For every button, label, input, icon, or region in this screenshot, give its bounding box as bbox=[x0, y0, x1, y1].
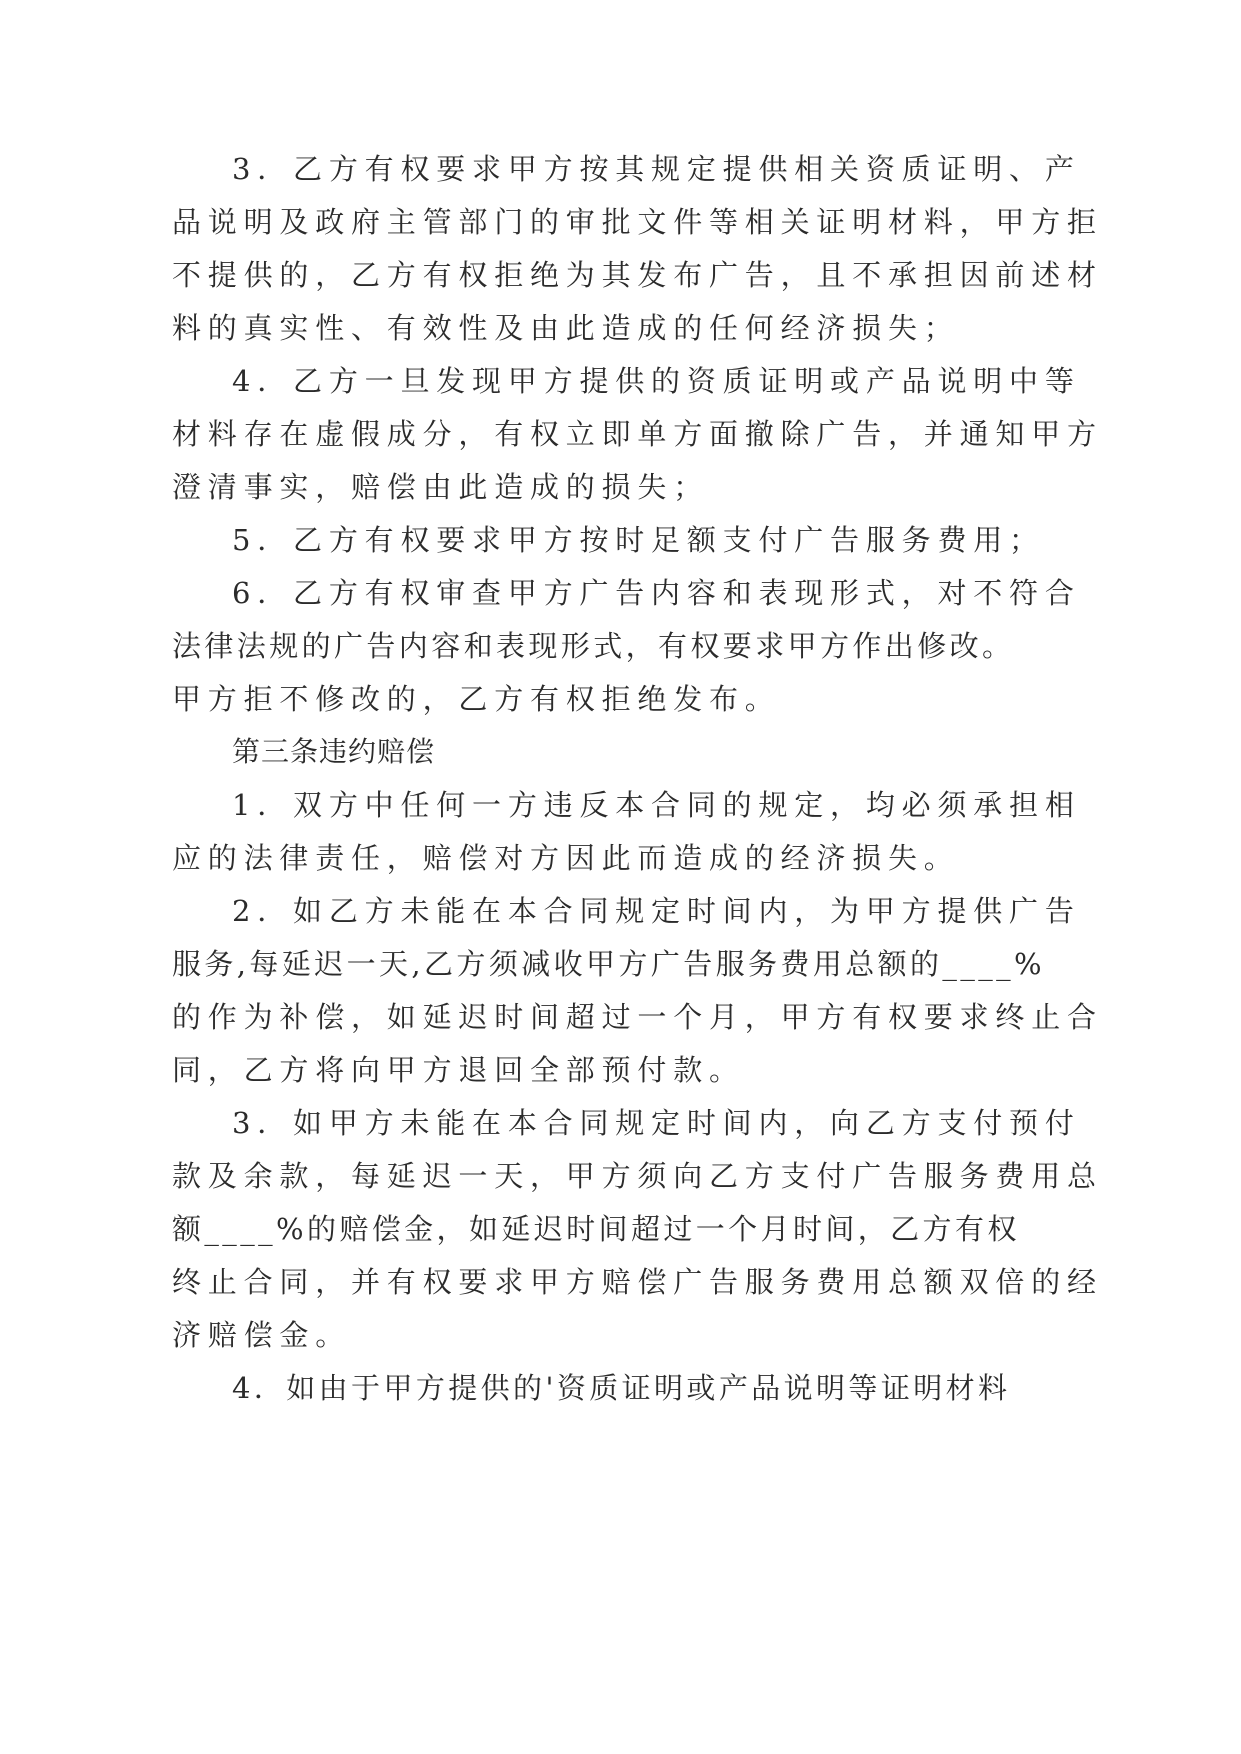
text-line-8: 5．乙方有权要求甲方按时足额支付广告服务费用； bbox=[232, 523, 1045, 557]
text-line-3: 不提供的，乙方有权拒绝为其发布广告，且不承担因前述材 bbox=[172, 258, 1103, 292]
text-line-23: 济赔偿金。 bbox=[172, 1318, 352, 1352]
text-line-16: 服务,每延迟一天,乙方须减收甲方广告服务费用总额的____% bbox=[172, 947, 1045, 981]
text-line-1: 3．乙方有权要求甲方按其规定提供相关资质证明、产 bbox=[232, 152, 1081, 186]
text-line-9: 6．乙方有权审查甲方广告内容和表现形式，对不符合 bbox=[232, 576, 1081, 610]
text-line-24: 4．如由于甲方提供的'资质证明或产品说明等证明材料 bbox=[232, 1371, 1011, 1405]
text-line-17: 的作为补偿，如延迟时间超过一个月，甲方有权要求终止合 bbox=[172, 1000, 1103, 1034]
text-line-22: 终止合同，并有权要求甲方赔偿广告服务费用总额双倍的经 bbox=[172, 1265, 1103, 1299]
text-line-19: 3．如甲方未能在本合同规定时间内，向乙方支付预付 bbox=[232, 1106, 1081, 1140]
text-line-7: 澄清事实，赔偿由此造成的损失； bbox=[172, 470, 710, 504]
text-line-21: 额____%的赔偿金，如延迟时间超过一个月时间，乙方有权 bbox=[172, 1212, 1020, 1246]
text-line-10: 法律法规的广告内容和表现形式，有权要求甲方作出修改。 bbox=[172, 629, 1015, 663]
text-line-6: 材料存在虚假成分，有权立即单方面撤除广告，并通知甲方 bbox=[172, 417, 1103, 451]
text-line-5: 4．乙方一旦发现甲方提供的资质证明或产品说明中等 bbox=[232, 364, 1081, 398]
text-line-14: 应的法律责任，赔偿对方因此而造成的经济损失。 bbox=[172, 841, 960, 875]
text-line-13: 1．双方中任何一方违反本合同的规定，均必须承担相 bbox=[232, 788, 1081, 822]
text-line-15: 2．如乙方未能在本合同规定时间内，为甲方提供广告 bbox=[232, 894, 1081, 928]
text-line-4: 料的真实性、有效性及由此造成的任何经济损失； bbox=[172, 311, 960, 345]
text-line-18: 同，乙方将向甲方退回全部预付款。 bbox=[172, 1053, 745, 1087]
text-line-2: 品说明及政府主管部门的审批文件等相关证明材料，甲方拒 bbox=[172, 205, 1103, 239]
text-line-20: 款及余款，每延迟一天，甲方须向乙方支付广告服务费用总 bbox=[172, 1159, 1103, 1193]
text-line-11: 甲方拒不修改的，乙方有权拒绝发布。 bbox=[172, 682, 781, 716]
section-heading: 第三条违约赔偿 bbox=[232, 735, 436, 768]
